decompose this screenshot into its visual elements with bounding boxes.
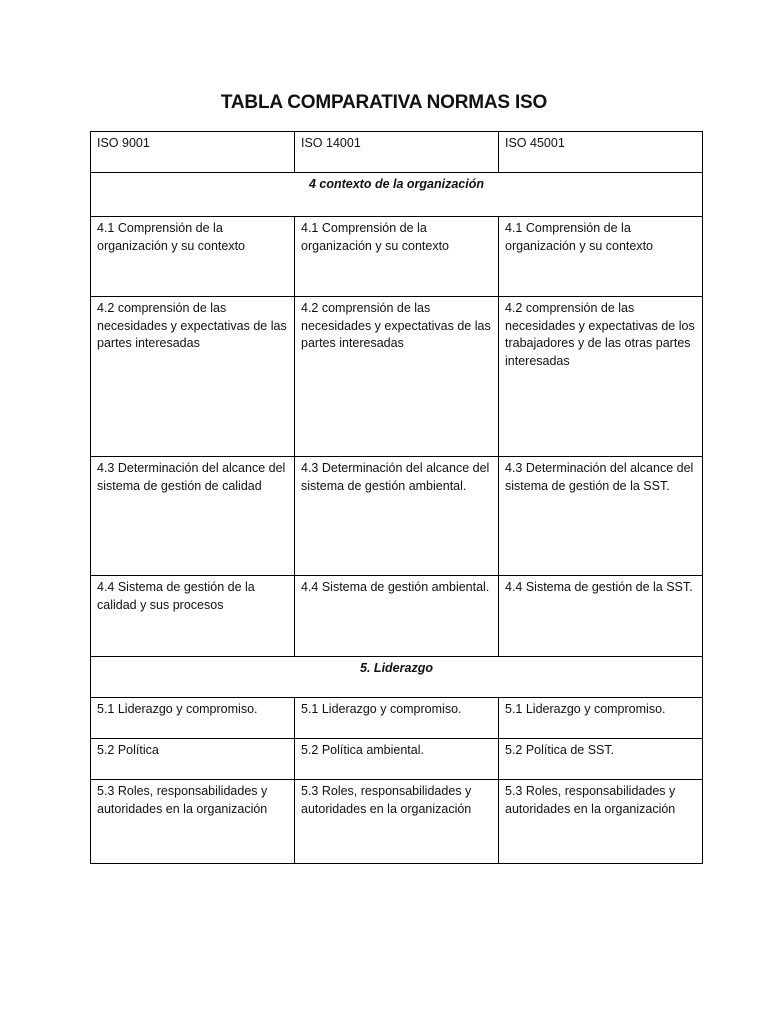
- header-cell-iso-9001: ISO 9001: [91, 132, 295, 173]
- table-cell: 5.2 Política de SST.: [499, 739, 703, 780]
- table-row: [91, 457, 703, 576]
- header-row: [91, 132, 703, 173]
- table-row: [91, 698, 703, 739]
- comparison-table: [90, 131, 703, 864]
- table-cell: 5.3 Roles, responsabilidades y autoridades en la organización: [295, 780, 499, 864]
- table-cell: 4.1 Comprensión de la organización y su contexto: [295, 217, 499, 297]
- table-cell: 4.4 Sistema de gestión de la calidad y sus procesos: [91, 576, 295, 657]
- section-heading-liderazgo: 5. Liderazgo: [91, 657, 703, 698]
- table-cell: 5.2 Política ambiental.: [295, 739, 499, 780]
- table-cell: 4.1 Comprensión de la organización y su contexto: [91, 217, 295, 297]
- section-heading-contexto: 4 contexto de la organización: [91, 173, 703, 217]
- header-cell-iso-45001: ISO 45001: [499, 132, 703, 173]
- table-cell: 5.1 Liderazgo y compromiso.: [91, 698, 295, 739]
- section-row: [91, 657, 703, 698]
- table-cell: 4.2 comprensión de las necesidades y expectativas de las partes interesadas: [295, 297, 499, 457]
- table-cell: 4.3 Determinación del alcance del sistema de gestión de calidad: [91, 457, 295, 576]
- table-cell: 5.3 Roles, responsabilidades y autoridades en la organización: [499, 780, 703, 864]
- table-cell: 4.2 comprensión de las necesidades y expectativas de las partes interesadas: [91, 297, 295, 457]
- table-cell: 5.3 Roles, responsabilidades y autoridades en la organización: [91, 780, 295, 864]
- section-row: [91, 173, 703, 217]
- table-row: [91, 217, 703, 297]
- table-cell: 4.3 Determinación del alcance del sistema de gestión ambiental.: [295, 457, 499, 576]
- table-cell: 4.1 Comprensión de la organización y su contexto: [499, 217, 703, 297]
- table-row: [91, 739, 703, 780]
- table-row: [91, 780, 703, 864]
- header-cell-iso-14001: ISO 14001: [295, 132, 499, 173]
- table-cell: 5.1 Liderazgo y compromiso.: [499, 698, 703, 739]
- table-row: [91, 297, 703, 457]
- table-cell: 4.4 Sistema de gestión ambiental.: [295, 576, 499, 657]
- table-cell: 5.1 Liderazgo y compromiso.: [295, 698, 499, 739]
- table-cell: 4.3 Determinación del alcance del sistema de gestión de la SST.: [499, 457, 703, 576]
- table-row: [91, 576, 703, 657]
- table-cell: 5.2 Política: [91, 739, 295, 780]
- page-title: TABLA COMPARATIVA NORMAS ISO: [220, 92, 548, 113]
- table-cell: 4.2 comprensión de las necesidades y expectativas de los trabajadores y de las otras partes interesadas: [499, 297, 703, 457]
- table-cell: 4.4 Sistema de gestión de la SST.: [499, 576, 703, 657]
